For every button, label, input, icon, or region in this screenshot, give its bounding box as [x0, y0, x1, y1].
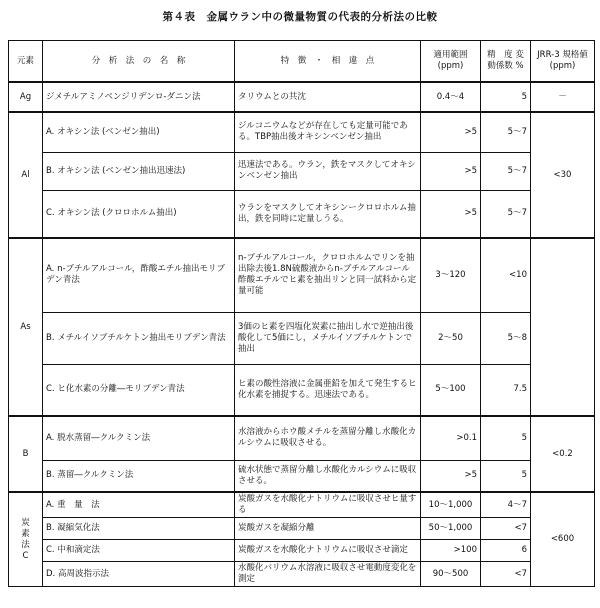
jrr-cell	[531, 238, 595, 416]
table-row	[9, 190, 595, 238]
table-row	[9, 312, 595, 364]
precision-cell: 5	[481, 460, 531, 492]
precision-cell: 5	[481, 82, 531, 112]
features-cell: ウランをマスクしてオキシンークロロホルム抽出，鉄を同時に定量しうる。	[235, 190, 421, 238]
range-cell: 2～50	[421, 312, 481, 364]
table-row	[9, 540, 595, 562]
range-cell: 90～500	[421, 562, 481, 587]
header-features: 特 徴 ・ 相 違 点	[235, 41, 421, 83]
precision-cell: 6	[481, 540, 531, 562]
features-cell: 炭酸ガスを水酸化ナトリウムに吸収させ滴定	[235, 540, 421, 562]
method-cell: A. 重 量 法	[43, 492, 235, 518]
method-cell: ジメチルアミノベンジリデンロ-ダニン法	[43, 82, 235, 112]
precision-cell: 5～7	[481, 190, 531, 238]
table-row	[9, 364, 595, 416]
precision-cell: 4～7	[481, 492, 531, 518]
method-cell: C. ヒ化水素の分離―モリブデン青法	[43, 364, 235, 416]
element-char: 炭	[21, 517, 30, 528]
features-cell: 3価のヒ素を四塩化炭素に抽出し水で逆抽出後酸化して5価にし，メチルイソブチルケトンで抽出	[235, 312, 421, 364]
precision-cell: 5～8	[481, 312, 531, 364]
header-row	[9, 41, 595, 83]
table-row	[9, 492, 595, 518]
table-row	[9, 562, 595, 587]
header-element: 元素	[9, 41, 43, 83]
range-cell: 10～1,000	[421, 492, 481, 518]
comparison-table	[8, 40, 595, 587]
table-row	[9, 82, 595, 112]
features-cell: 水酸化バリウム水溶液に吸収させ電動度変化を測定	[235, 562, 421, 587]
table-row	[9, 518, 595, 540]
precision-cell: <7	[481, 518, 531, 540]
method-cell: C. オキシン法 (クロロホルム抽出)	[43, 190, 235, 238]
range-cell: >5	[421, 460, 481, 492]
features-cell: n-ブチルアルコール，クロロホルムでリンを抽出除去後1.8N硫酸液からn-ブチルアルコール酢酸エチルでヒ素を抽出リンと同一試料から定量可能	[235, 238, 421, 312]
precision-cell: 5	[481, 416, 531, 460]
method-cell: B. オキシン法 (ベンゼン抽出迅速法)	[43, 152, 235, 190]
range-cell: >100	[421, 540, 481, 562]
method-cell: B. 凝縮気化法	[43, 518, 235, 540]
range-cell: >0.1	[421, 416, 481, 460]
element-cell-carbon	[9, 492, 43, 587]
jrr-cell: －	[531, 82, 595, 112]
precision-cell: <7	[481, 562, 531, 587]
element-char: C	[22, 550, 29, 561]
range-cell: 3～120	[421, 238, 481, 312]
table-row	[9, 238, 595, 312]
features-cell: ヒ素の酸性溶液に金属亜鉛を加えて発生するヒ化水素を捕捉する。迅速法である。	[235, 364, 421, 416]
range-cell: >5	[421, 190, 481, 238]
method-cell: C. 中和滴定法	[43, 540, 235, 562]
table-row	[9, 112, 595, 152]
element-cell: Al	[9, 112, 43, 238]
table-row	[9, 416, 595, 460]
table-row	[9, 152, 595, 190]
method-cell: A. 脱水蒸留―クルクミン法	[43, 416, 235, 460]
range-cell: 0.4～4	[421, 82, 481, 112]
features-cell: 炭酸ガスを水酸化ナトリウムに吸収させヒ量する	[235, 492, 421, 518]
method-cell: D. 高周波指示法	[43, 562, 235, 587]
method-cell: A. n-ブチルアルコール，酢酸エチル抽出モリブデン青法	[43, 238, 235, 312]
table-title: 第４表 金属ウラン中の微量物質の代表的分析法の比較	[162, 11, 438, 23]
element-char: 法	[21, 539, 30, 550]
element-cell: Ag	[9, 82, 43, 112]
element-char: 素	[21, 528, 30, 539]
range-cell: >5	[421, 112, 481, 152]
precision-cell: 5～7	[481, 112, 531, 152]
header-method: 分 析 法 の 名 称	[43, 41, 235, 83]
precision-cell: <10	[481, 238, 531, 312]
range-cell: >5	[421, 152, 481, 190]
method-cell: B. 蒸留―クルクミン法	[43, 460, 235, 492]
jrr-cell: <600	[531, 492, 595, 587]
element-cell: B	[9, 416, 43, 492]
header-precision: 精 度 変動係数 %	[481, 41, 531, 83]
range-cell: 50～1,000	[421, 518, 481, 540]
features-cell: 水溶液からホウ酸メチルを蒸留分離し水酸化カルシウムに吸収させる。	[235, 416, 421, 460]
method-cell: B. メチルイソブチルケトン抽出モリブデン青法	[43, 312, 235, 364]
features-cell: ジルコニウムなどが存在しても定量可能である。TBP抽出後オキシンベンゼン抽出	[235, 112, 421, 152]
precision-cell: 5～7	[481, 152, 531, 190]
range-cell: 5～100	[421, 364, 481, 416]
precision-cell: 7.5	[481, 364, 531, 416]
features-cell: 迅速法である。ウラン，鉄をマスクしてオキシンベンゼン抽出	[235, 152, 421, 190]
features-cell: タリウムとの共沈	[235, 82, 421, 112]
table-row	[9, 460, 595, 492]
method-cell: A. オキシン法 (ベンゼン抽出)	[43, 112, 235, 152]
jrr-cell: <0.2	[531, 416, 595, 492]
features-cell: 硫水状態で蒸留分離し水酸化カルシウムに吸収させる。	[235, 460, 421, 492]
element-cell: As	[9, 238, 43, 416]
jrr-cell: <30	[531, 112, 595, 238]
header-jrr: JRR-3 規格値 (ppm)	[531, 41, 595, 83]
features-cell: 炭酸ガスを凝縮分離	[235, 518, 421, 540]
header-range: 適用範囲 (ppm)	[421, 41, 481, 83]
